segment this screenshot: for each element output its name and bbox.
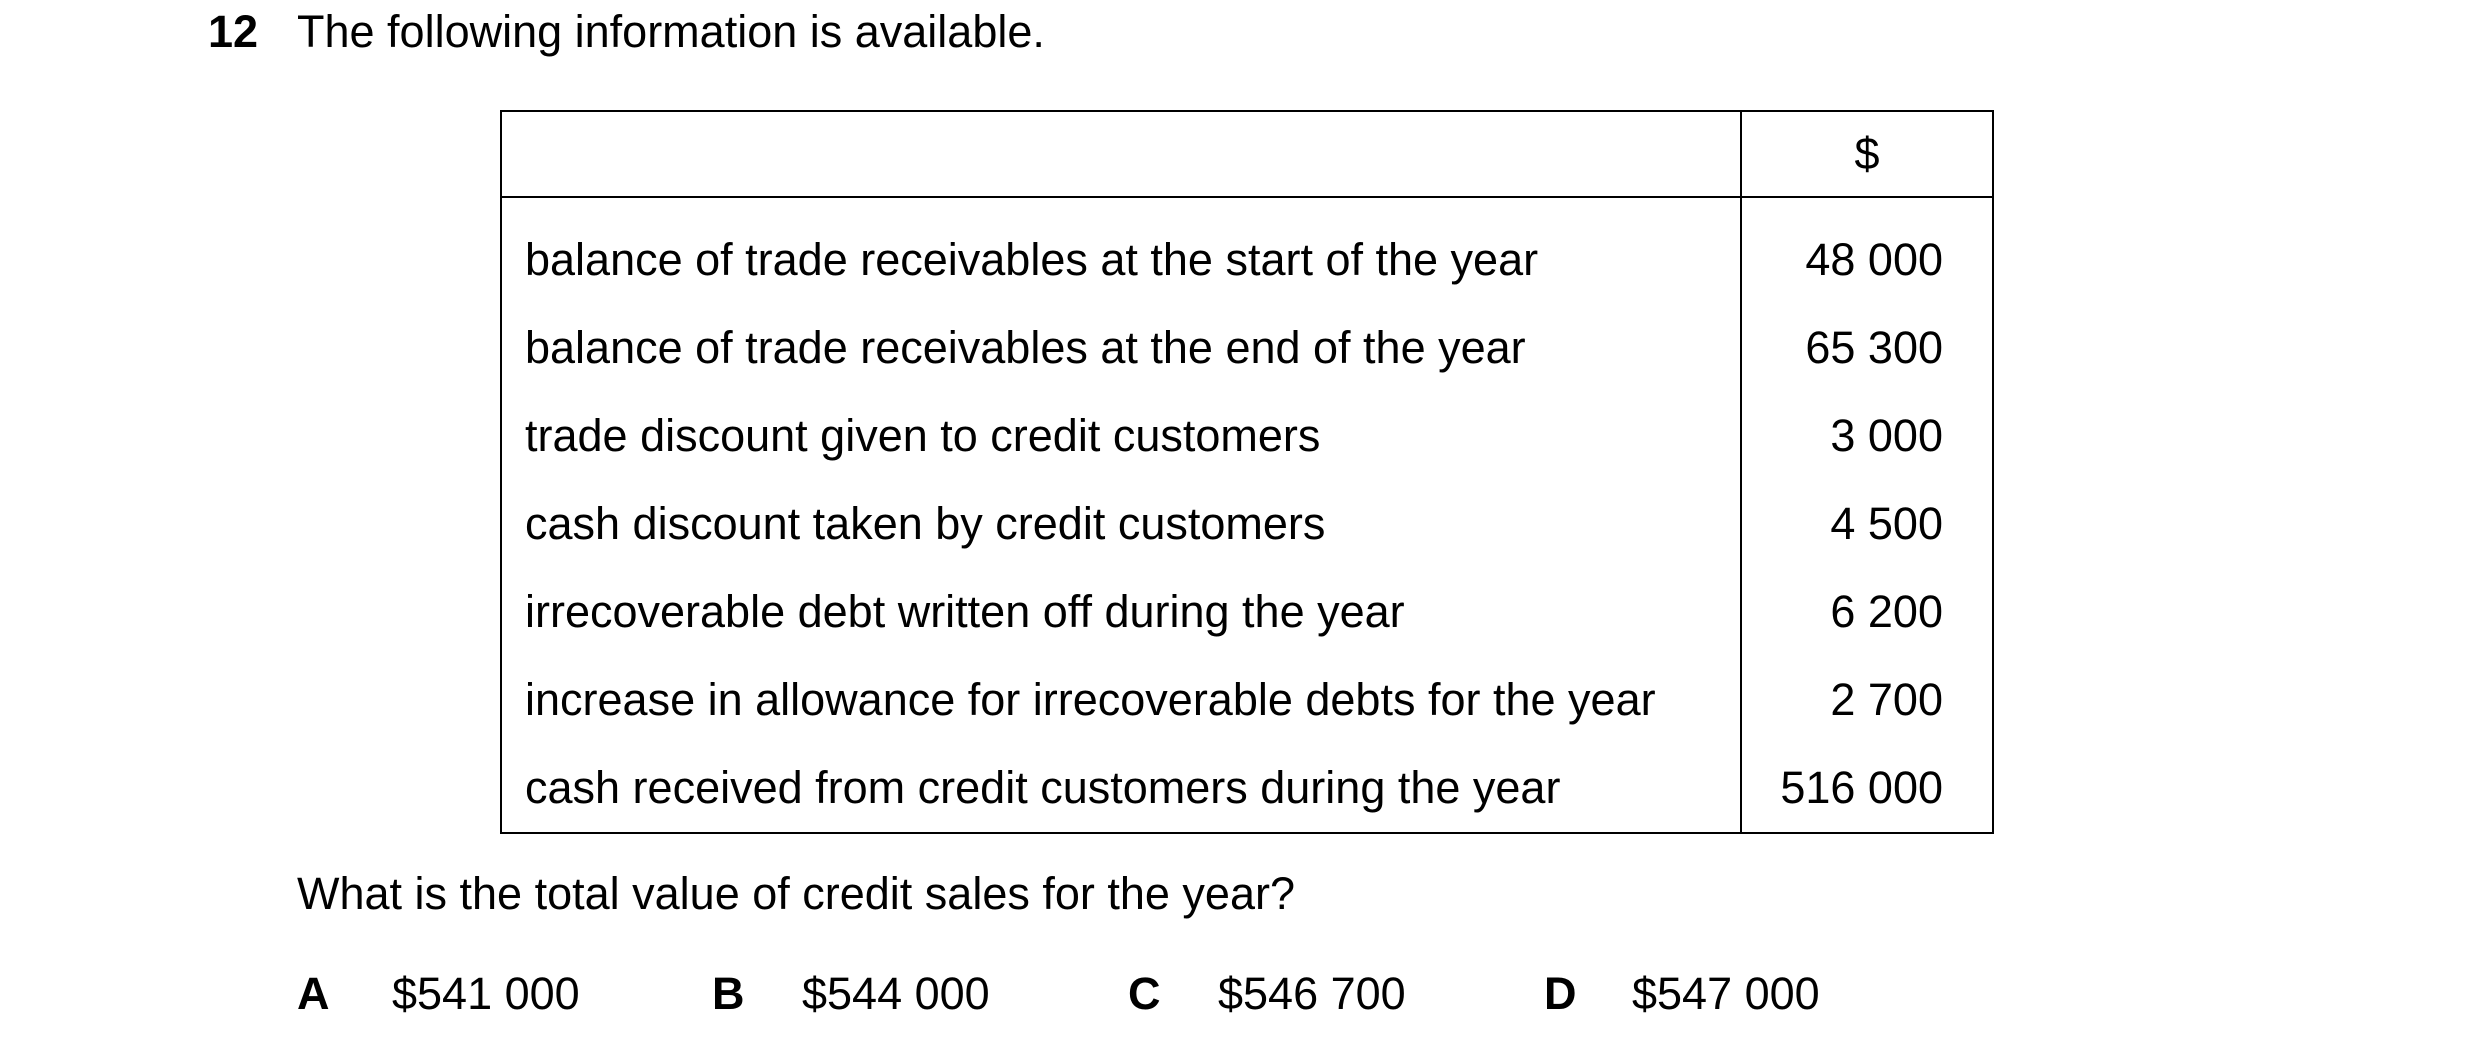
- row-value: 48 000: [1805, 234, 1943, 285]
- table-row: [501, 656, 1993, 744]
- description-column-header: [501, 111, 1741, 197]
- row-value: 516 000: [1780, 762, 1943, 813]
- row-label: trade discount given to credit customers: [501, 392, 1741, 480]
- answer-options: [0, 966, 2480, 1026]
- information-table: [500, 110, 1994, 834]
- table-row: [501, 480, 1993, 568]
- row-label: balance of trade receivables at the start of the year: [501, 197, 1741, 304]
- option-a-value: $541 000: [392, 968, 580, 1019]
- row-value: 6 200: [1830, 586, 1943, 637]
- table-row: [501, 392, 1993, 480]
- row-label: increase in allowance for irrecoverable debts for the year: [501, 656, 1741, 744]
- row-value: 2 700: [1830, 674, 1943, 725]
- row-value: 4 500: [1830, 498, 1943, 549]
- row-label: balance of trade receivables at the end of the year: [501, 304, 1741, 392]
- unit-column-header: $: [1741, 111, 1993, 197]
- table-row: [501, 197, 1993, 304]
- row-value: 65 300: [1805, 322, 1943, 373]
- question-number: 12: [208, 6, 259, 57]
- row-label: cash discount taken by credit customers: [501, 480, 1741, 568]
- option-b-value: $544 000: [802, 968, 990, 1019]
- table-row: [501, 568, 1993, 656]
- table-row: [501, 744, 1993, 833]
- option-a-letter: A: [297, 968, 330, 1019]
- question-intro: The following information is available.: [297, 6, 1045, 57]
- row-value: 3 000: [1830, 410, 1943, 461]
- option-d-letter: D: [1544, 968, 1577, 1019]
- question-prompt: What is the total value of credit sales for the year?: [297, 868, 1295, 919]
- option-b-letter: B: [712, 968, 745, 1019]
- table-row: [501, 304, 1993, 392]
- row-label: cash received from credit customers during the year: [501, 744, 1741, 833]
- option-d-value: $547 000: [1632, 968, 1820, 1019]
- row-label: irrecoverable debt written off during the year: [501, 568, 1741, 656]
- option-c-letter: C: [1128, 968, 1161, 1019]
- option-c-value: $546 700: [1218, 968, 1406, 1019]
- table-header-row: [501, 111, 1993, 197]
